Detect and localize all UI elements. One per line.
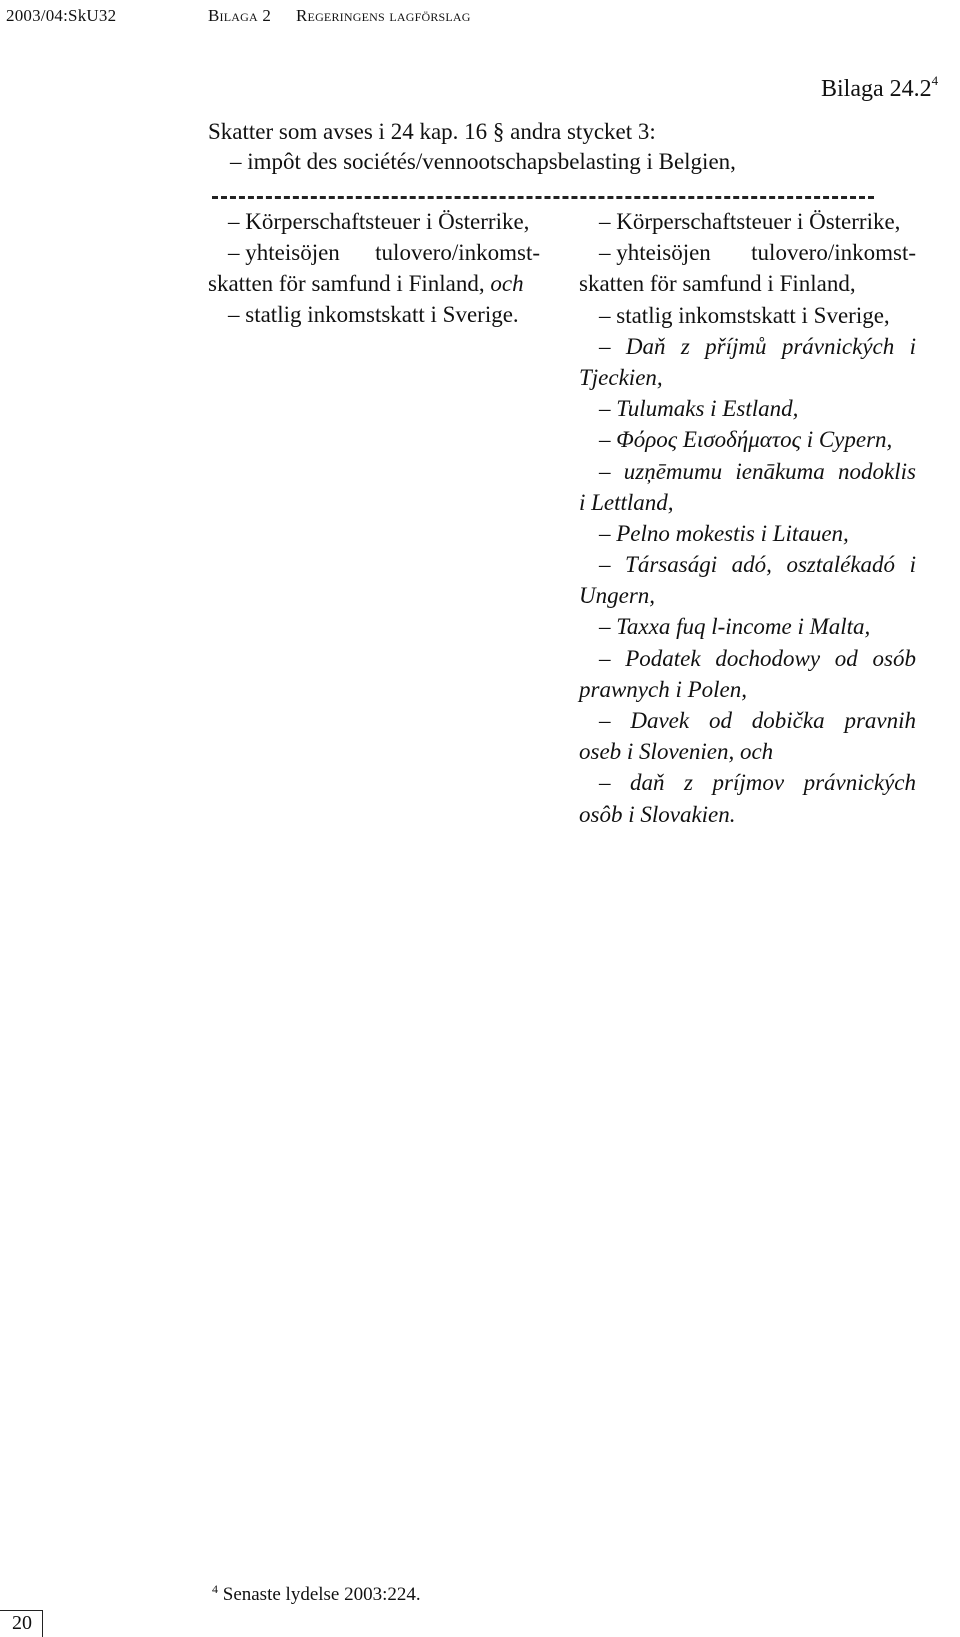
right-line-16: prawnych i Polen, — [579, 676, 747, 702]
right-line-2b: tulovero/inkomst- — [751, 240, 916, 266]
right-column — [579, 206, 916, 830]
footnote-marker: 4 — [212, 1582, 218, 1596]
right-line-18: oseb i Slovenien, och — [579, 739, 774, 765]
right-line-7: – Tulumaks i Estland, — [599, 396, 799, 422]
header-title: Regeringens lagförslag — [296, 6, 471, 25]
intro-line-1: Skatter som avses i 24 kap. 16 § andra stycket 3: — [208, 119, 656, 144]
right-line-15: – Podatek dochodowy od osób — [599, 645, 916, 671]
appendix-label — [821, 73, 939, 103]
page-number: 20 — [12, 1612, 32, 1634]
left-line-3b: och — [490, 271, 524, 296]
right-line-13: Ungern, — [579, 583, 656, 609]
right-line-5: – Daň z příjmů právnických i — [599, 333, 916, 359]
left-line-2a: – yhteisöjen — [228, 240, 340, 265]
left-line-3 — [208, 268, 540, 299]
dashed-separator — [212, 196, 874, 199]
right-line-3: skatten för samfund i Finland, — [579, 271, 856, 297]
left-line-1: – Körperschaftsteuer i Österrike, — [228, 209, 530, 234]
appendix-label-text: Bilaga 24.2 — [821, 76, 932, 102]
header-doc-id: 2003/04:SkU32 — [6, 6, 117, 25]
intro-line-2: – impôt des sociétés/vennootschapsbelasting i Belgien, — [230, 149, 736, 174]
right-line-14: – Taxxa fuq l-income i Malta, — [599, 614, 871, 640]
left-line-2b: tulovero/inkomst- — [375, 240, 540, 265]
right-line-8: – Φόρος Εισοδήματος i Cypern, — [599, 427, 893, 453]
right-line-20: osôb i Slovakien. — [579, 801, 736, 827]
right-line-1: – Körperschaftsteuer i Österrike, — [599, 209, 901, 234]
right-line-6: Tjeckien, — [579, 364, 663, 390]
footnote — [212, 1584, 421, 1606]
right-line-2a: – yhteisöjen — [599, 240, 711, 266]
right-line-10: i Lettland, — [579, 489, 674, 515]
right-line-11: – Pelno mokestis i Litauen, — [599, 520, 849, 546]
right-line-9: – uzņēmumu ienākuma nodoklis — [599, 458, 916, 484]
right-line-12: – Társasági adó, osztalékadó i — [599, 552, 916, 578]
right-line-2 — [579, 237, 916, 268]
header-bilaga: Bilaga 2 — [208, 6, 272, 25]
footnote-text: Senaste lydelse 2003:224. — [222, 1584, 421, 1605]
right-line-19: – daň z príjmov právnických — [599, 770, 916, 796]
left-line-4: – statlig inkomstskatt i Sverige. — [228, 302, 519, 327]
left-line-3a: skatten för samfund i Finland, — [208, 271, 485, 296]
left-line-2 — [208, 237, 540, 268]
appendix-footnote-ref: 4 — [931, 73, 939, 88]
left-column — [208, 206, 540, 330]
right-line-4: – statlig inkomstskatt i Sverige, — [599, 302, 890, 328]
right-line-17: – Davek od dobička pravnih — [599, 708, 916, 733]
